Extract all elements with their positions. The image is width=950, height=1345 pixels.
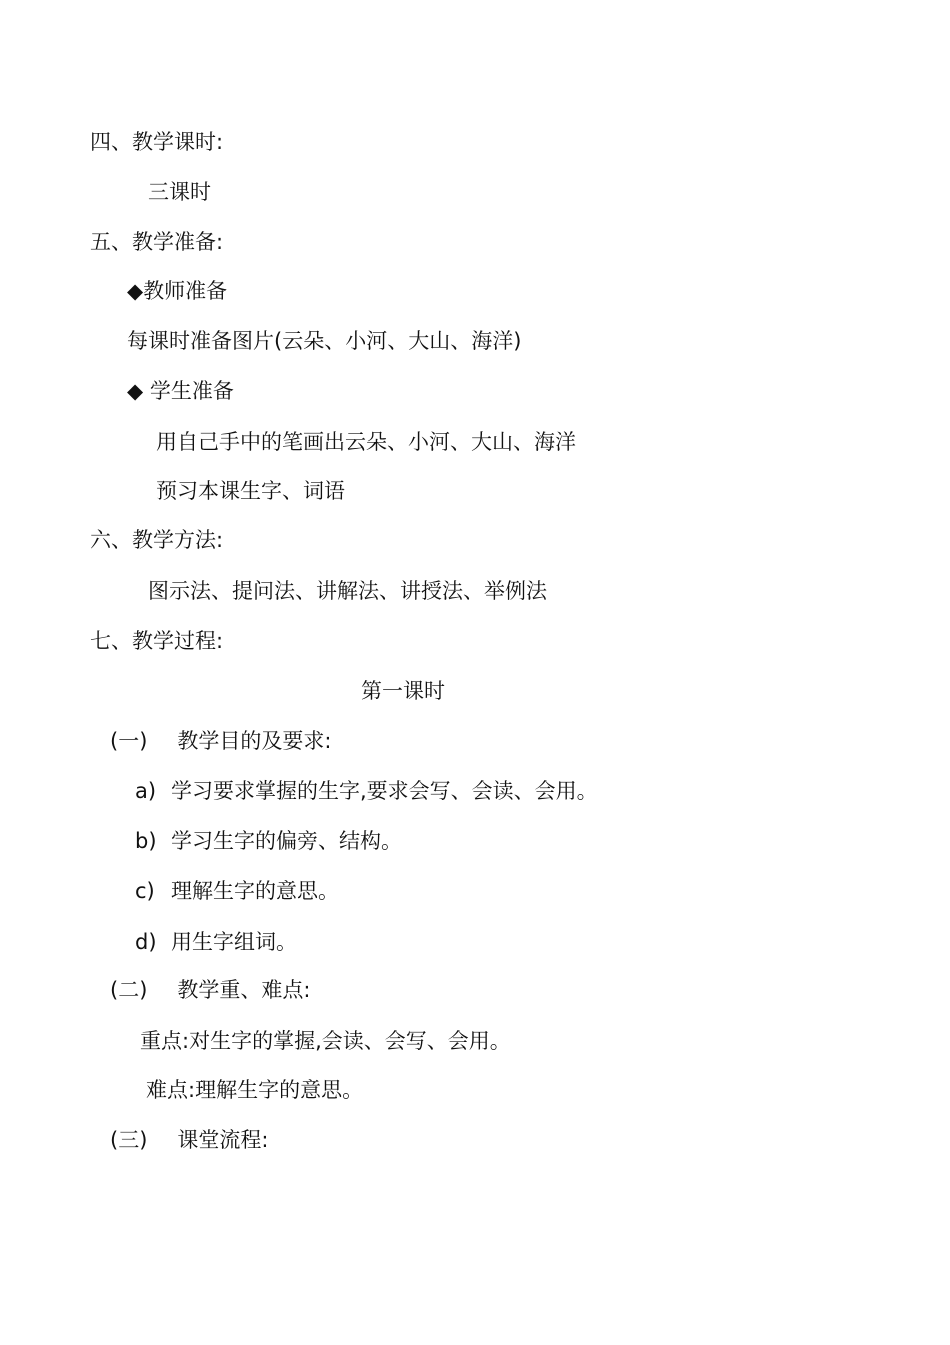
part-3-title: 课堂流程: bbox=[177, 1128, 269, 1152]
section-6-body: 图示法、提问法、讲解法、讲授法、举例法 bbox=[148, 579, 547, 603]
goal-marker: d) bbox=[135, 930, 157, 954]
teacher-prep-text: 教师准备 bbox=[143, 279, 228, 303]
diamond-bullet-icon: ◆ bbox=[127, 379, 144, 403]
section-4-body: 三课时 bbox=[148, 180, 211, 204]
goal-item bbox=[135, 876, 339, 906]
teacher-prep-label bbox=[127, 276, 227, 306]
goal-item bbox=[135, 927, 297, 957]
part-1-marker: (一) bbox=[110, 729, 148, 753]
goal-item bbox=[135, 826, 402, 856]
part-1-heading bbox=[110, 726, 331, 756]
goal-text: 学习要求掌握的生字,要求会写、会读、会用。 bbox=[171, 779, 598, 803]
goal-text: 用生字组词。 bbox=[171, 930, 297, 954]
part-1-title: 教学目的及要求: bbox=[177, 729, 332, 753]
section-7-heading: 七、教学过程: bbox=[90, 629, 224, 653]
student-prep-label bbox=[127, 376, 234, 406]
section-5-heading: 五、教学准备: bbox=[90, 230, 224, 254]
lesson-title: 第一课时 bbox=[361, 679, 445, 703]
section-6-heading: 六、教学方法: bbox=[90, 528, 224, 552]
goal-marker: c) bbox=[135, 879, 155, 903]
key-point: 重点:对生字的掌握,会读、会写、会用。 bbox=[140, 1029, 511, 1053]
part-2-heading bbox=[110, 975, 310, 1005]
student-prep-text: 学生准备 bbox=[149, 379, 234, 403]
part-2-marker: (二) bbox=[110, 978, 148, 1002]
teacher-prep-item: 每课时准备图片(云朵、小河、大山、海洋) bbox=[127, 329, 522, 353]
goal-marker: a) bbox=[135, 779, 157, 803]
section-4-heading: 四、教学课时: bbox=[90, 130, 224, 154]
student-prep-item: 预习本课生字、词语 bbox=[156, 479, 345, 503]
goal-marker: b) bbox=[135, 829, 157, 853]
part-2-title: 教学重、难点: bbox=[177, 978, 311, 1002]
difficult-point: 难点:理解生字的意思。 bbox=[146, 1078, 364, 1102]
diamond-bullet-icon: ◆ bbox=[127, 279, 144, 303]
part-3-marker: (三) bbox=[110, 1128, 148, 1152]
goal-text: 学习生字的偏旁、结构。 bbox=[171, 829, 402, 853]
goal-item bbox=[135, 776, 598, 806]
student-prep-item: 用自己手中的笔画出云朵、小河、大山、海洋 bbox=[156, 430, 576, 454]
goal-text: 理解生字的意思。 bbox=[171, 879, 339, 903]
part-3-heading bbox=[110, 1125, 268, 1155]
